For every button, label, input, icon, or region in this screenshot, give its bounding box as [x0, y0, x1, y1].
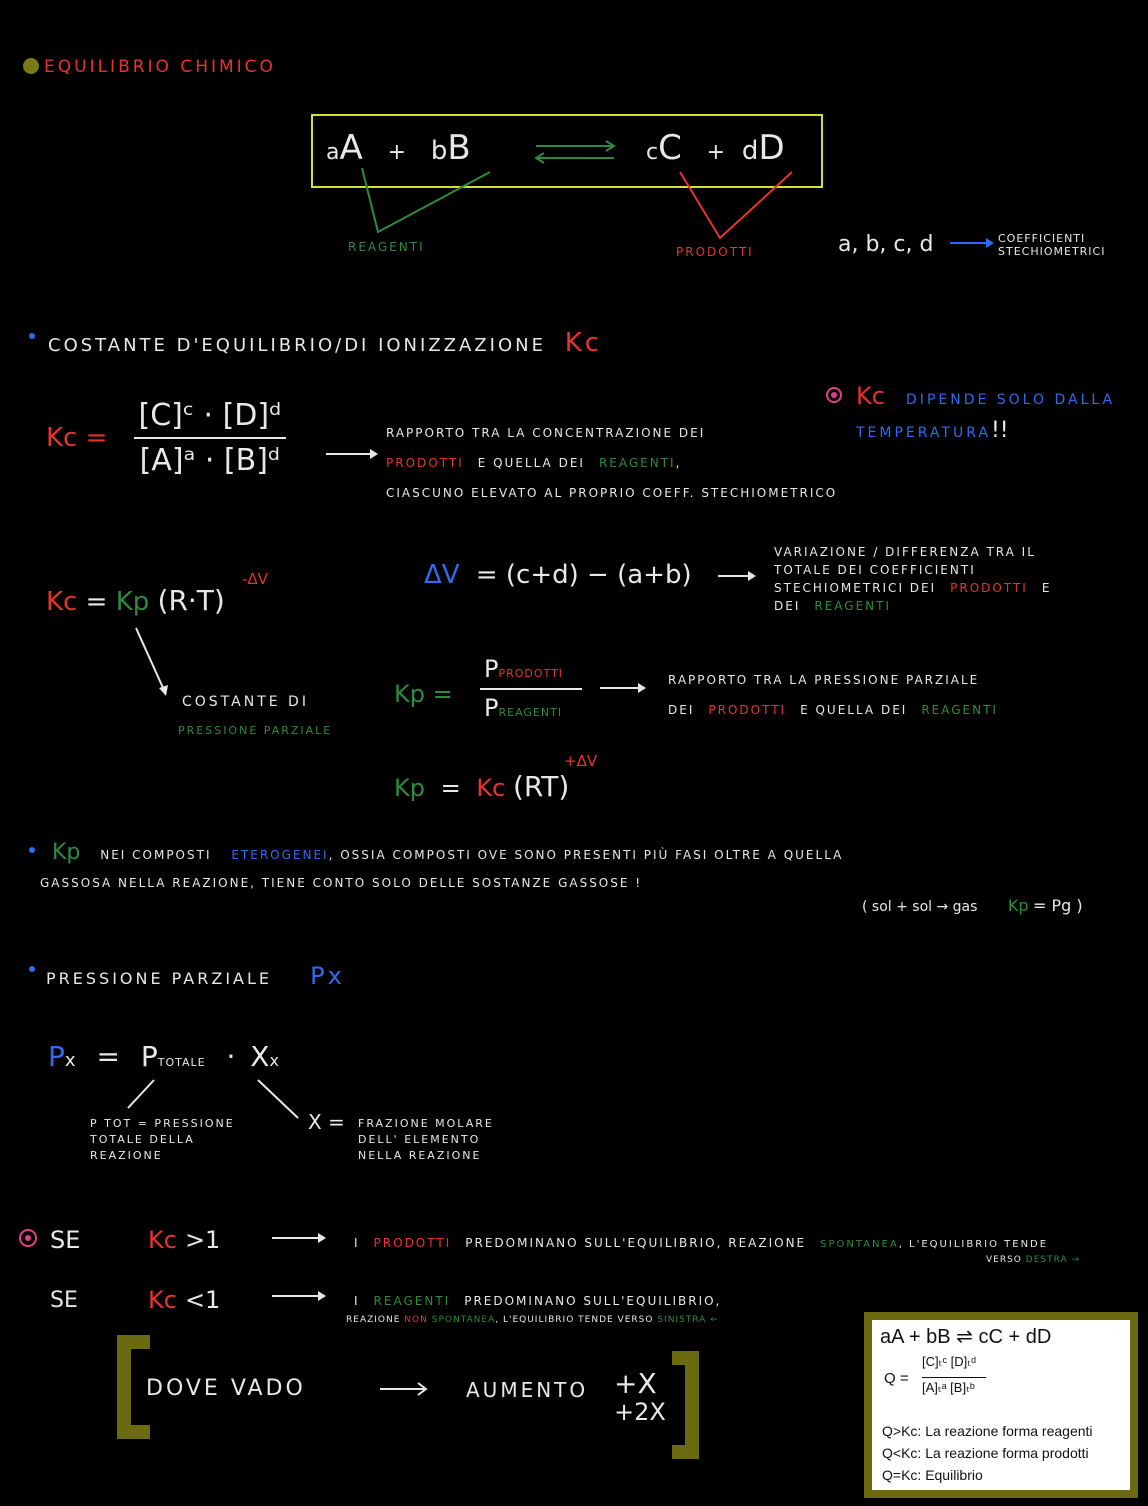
plus-1: +: [387, 140, 406, 165]
kp-arrow: [136, 628, 164, 690]
case1-text: I PRODOTTI PREDOMINANO SULL'EQUILIBRIO, REAZIONE SPONTANEA, L'EQUILIBRIO TENDE: [354, 1236, 1049, 1250]
reagents-label: REAGENTI: [348, 240, 425, 254]
heterogeneous-line-2: GASSOSA NELLA REAZIONE, TIENE CONTO SOLO DELLE SOSTANZE GASSOSE !: [40, 876, 643, 890]
kp-denominator: PREAGENTI: [484, 694, 563, 722]
species-C: C: [658, 128, 682, 168]
case2-text: I REAGENTI PREDOMINANO SULL'EQUILIBRIO,: [354, 1294, 722, 1308]
constant-heading: COSTANTE D'EQUILIBRIO/DI IONIZZAZIONE Kc: [48, 328, 603, 358]
kp-exponent: +ΔV: [564, 752, 598, 770]
qbox-q: Q =: [884, 1370, 909, 1387]
coeff-b: b: [430, 136, 448, 166]
kp-description: RAPPORTO TRA LA PRESSIONE PARZIALE DEI PRODOTTI E QUELLA DEI REAGENTI: [668, 673, 998, 717]
kp-label-2: PRESSIONE PARZIALE: [178, 724, 333, 737]
kc-kp-relation: Kc = Kp (R·T): [46, 584, 225, 617]
title-bullet: [23, 58, 39, 74]
products-bracket: [680, 172, 792, 238]
delta-v-formula: ΔV = (c+d) − (a+b): [424, 560, 692, 590]
kc-fraction: [133, 398, 288, 478]
case2-condition: Kc <1: [148, 1286, 221, 1314]
coeff-c: c: [646, 140, 659, 165]
coeff-d: d: [741, 136, 759, 166]
coeff-vars: a, b, c, d: [838, 232, 934, 257]
kp-numerator: PPRODOTTI: [484, 655, 564, 683]
kc-description: RAPPORTO TRA LA CONCENTRAZIONE DEI PRODOTTI E QUELLA DEI REAGENTI, CIASCUNO ELEVATO AL PROPRIO COEFF. STECHIOMETRICO: [386, 426, 838, 500]
kp-def-lhs: Kp =: [394, 680, 453, 708]
species-A: A: [339, 128, 363, 168]
heterogeneous-example: ( sol + sol → gas Kp = Pg ): [862, 896, 1083, 915]
case2-text-2: REAZIONE NON SPONTANEA, L'EQUILIBRIO TENDE VERSO SINISTRA ←: [346, 1315, 719, 1325]
species-D: D: [758, 128, 785, 168]
x-description: FRAZIONE MOLARE DELL' ELEMENTO NELLA REAZIONE: [358, 1117, 494, 1162]
reaction-products: [646, 128, 785, 168]
kc-temperature-note: Kc DIPENDE SOLO DALLA: [856, 382, 1116, 410]
products-label: PRODOTTI: [676, 245, 754, 259]
qbox-reaction: aA + bB ⇌ cC + dD: [880, 1326, 1052, 1348]
aumento: AUMENTO: [466, 1378, 589, 1402]
plus-2: +: [706, 140, 726, 165]
coeff-a: a: [326, 140, 340, 165]
case2-se: SE: [50, 1288, 78, 1313]
case1-se: SE: [50, 1226, 81, 1254]
qbox-rule-3: Q=Kc: Equilibrio: [882, 1467, 983, 1483]
ptot-description: P TOT = PRESSIONE TOTALE DELLA REAZIONE: [90, 1117, 235, 1162]
x-lhs: X =: [308, 1110, 345, 1134]
dove-vado: DOVE VADO: [146, 1376, 306, 1401]
kc-temperature-note-2: TEMPERATURA!!: [856, 418, 1009, 443]
partial-pressure-formula: Px = PTOTALE · Xx: [48, 1040, 279, 1073]
species-B: B: [447, 128, 471, 168]
kp-label: COSTANTE DI: [182, 694, 309, 710]
reagents-bracket: [362, 168, 490, 232]
page-title: EQUILIBRIO CHIMICO: [44, 57, 276, 77]
qbox-rule-1: Q>Kc: La reazione forma reagenti: [882, 1423, 1093, 1439]
reaction-equation: [326, 128, 471, 168]
qbox-q-num: [C]ₜᶜ [D]ₜᵈ: [922, 1354, 977, 1369]
qbox-rules: [882, 1420, 1093, 1486]
reaction-quotient-card: [872, 1320, 1130, 1490]
ptot-branch: [128, 1080, 154, 1108]
increment-values: +X +2X: [614, 1367, 666, 1426]
coeff-label: COEFFICIENTI STECHIOMETRICI: [998, 232, 1106, 258]
qbox-rule-2: Q<Kc: La reazione forma prodotti: [882, 1445, 1089, 1461]
x-branch: [258, 1080, 298, 1118]
qbox-q-den: [A]ₜᵃ [B]ₜᵇ: [922, 1380, 975, 1395]
kc-numerator: [C]ᶜ · [D]ᵈ: [138, 398, 282, 433]
case1-condition: Kc >1: [148, 1226, 221, 1254]
kp-fraction-bar: [480, 688, 582, 690]
delta-v-description: VARIAZIONE / DIFFERENZA TRA IL TOTALE DEI COEFFICIENTI STECHIOMETRICI DEI PRODOTTI E DEI REAGENTI: [774, 545, 1052, 613]
qbox-fraction-bar: [922, 1377, 986, 1378]
kc-exponent: -ΔV: [242, 570, 268, 588]
kc-formula: Kc = $\frac{\text{[C]ᶜ · [D]ᵈ}}{\text{[A]ᵃ · [B]ᵈ}}$: [46, 398, 287, 478]
kp-kc-relation: Kp = Kc (RT): [394, 770, 570, 803]
partial-pressure-heading: PRESSIONE PARZIALE Px: [46, 962, 345, 990]
case1-direction: VERSO DESTRA →: [986, 1255, 1081, 1265]
right-bracket: [672, 1358, 692, 1452]
kc-denominator: [A]ᵃ · [B]ᵈ: [134, 437, 286, 478]
heterogeneous-line-1: Kp NEI COMPOSTI ETEROGENEI, OSSIA COMPOSTI OVE SONO PRESENTI PIÙ FASI OLTRE A QUELLA: [52, 840, 844, 865]
kc-symbol: Kc: [564, 328, 603, 358]
